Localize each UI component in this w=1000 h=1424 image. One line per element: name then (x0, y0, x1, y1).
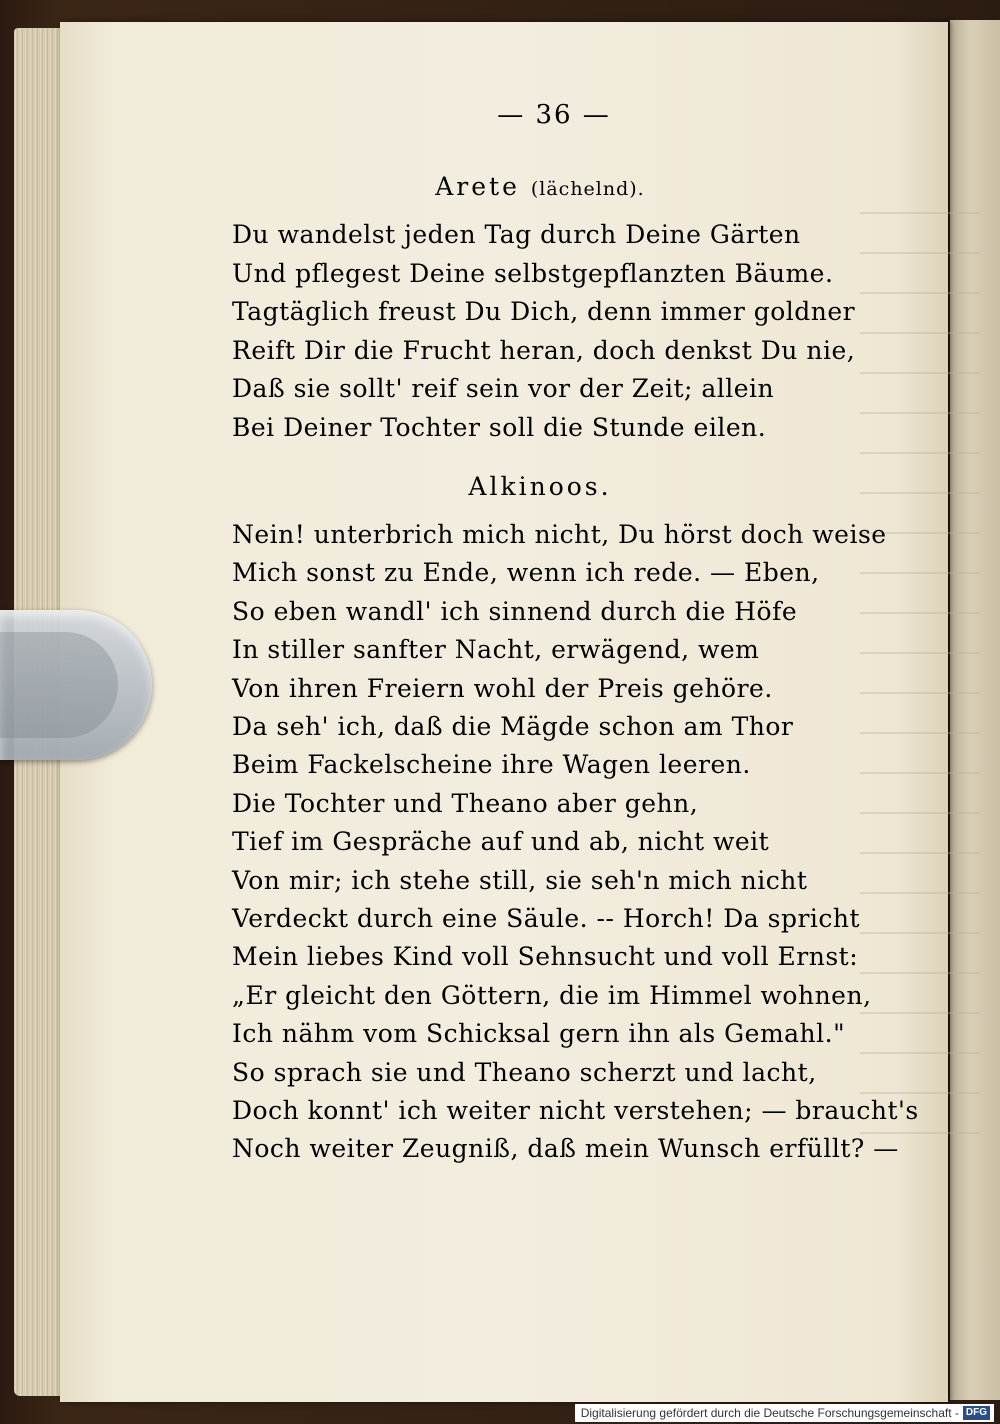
verse-line: Von ihren Freiern wohl der Preis gehöre. (232, 673, 773, 703)
footer-text: Digitalisierung gefördert durch die Deutsche Forschungsgemeinschaft - (580, 1406, 959, 1420)
dfg-logo: DFG (963, 1406, 990, 1420)
verse-line: Von mir; ich stehe still, sie seh'n mich nicht (232, 865, 808, 895)
verse-line: Tief im Gespräche auf und ab, nicht weit (232, 827, 770, 857)
verse-line: In stiller sanfter Nacht, erwägend, wem (232, 635, 760, 665)
speaker-alkinoos: Alkinoos. (468, 472, 612, 501)
verse-line: Mich sonst zu Ende, wenn ich rede. — Eben, (232, 558, 820, 588)
footer-credit (575, 1404, 994, 1422)
speaker-name: Arete (435, 172, 520, 201)
show-through-text (860, 182, 1000, 1142)
verse-line: Beim Fackelscheine ihre Wagen leeren. (232, 750, 751, 780)
verse-line: Die Tochter und Theano aber gehn, (232, 788, 699, 818)
verse-line: Tagtäglich freust Du Dich, denn immer goldner (232, 297, 856, 326)
page-clip (0, 610, 152, 760)
verse-line: Da seh' ich, daß die Mägde schon am Thor (232, 712, 794, 741)
verse-line: Nein! unterbrich mich nicht, Du hörst doch weise (232, 520, 887, 549)
verse-line: Daß sie sollt' reif sein vor der Zeit; allein (232, 374, 775, 403)
verse-line: Doch konnt' ich weiter nicht verstehen; — braucht's (232, 1096, 919, 1125)
page-number: — 36 — (497, 100, 611, 130)
verse-line: „Er gleicht den Göttern, die im Himmel wohnen, (232, 980, 872, 1010)
verse-line: Mein liebes Kind voll Sehnsucht und voll Ernst: (232, 942, 859, 972)
verse-line: Reift Dir die Frucht heran, doch denkst Du nie, (232, 335, 856, 365)
verse-line: So eben wandl' ich sinnend durch die Höfe (232, 596, 798, 626)
verse-line: Noch weiter Zeugniß, daß mein Wunsch erfüllt? — (232, 1134, 899, 1164)
verse-line: Bei Deiner Tochter soll die Stunde eilen. (232, 412, 767, 442)
verse-line: Du wandelst jeden Tag durch Deine Gärten (232, 220, 801, 249)
verse-line: So sprach sie und Theano scherzt und lacht, (232, 1057, 817, 1087)
verse-line: Verdeckt durch eine Säule. -- Horch! Da spricht (232, 904, 861, 933)
verse-line: Ich nähm vom Schicksal gern ihn als Gemahl." (232, 1019, 846, 1049)
verse-line: Und pflegest Deine selbstgepflanzten Bäume. (232, 258, 834, 288)
stage-direction: (lächelnd). (530, 178, 645, 200)
speaker-arete (420, 172, 660, 201)
